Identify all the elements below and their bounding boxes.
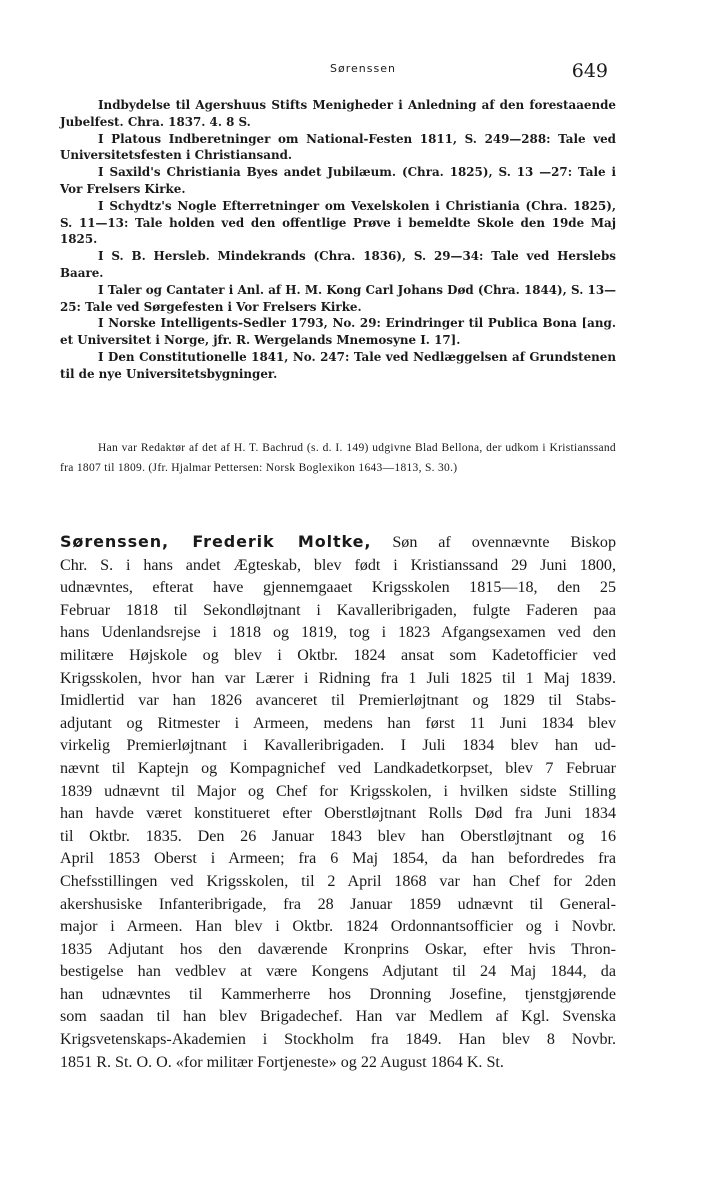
entry-text-line: 1835 Adjutant hos den daværende Kronprins Oskar, efter hvis Thron- bbox=[60, 940, 616, 958]
biography-entry bbox=[60, 531, 616, 1074]
entry-text-line: 1839 udnævnt til Major og Chef for Krigsskolen, i hvilken sidste Stilling bbox=[60, 782, 616, 800]
entry-text-line: Krigsskolen, hvor han var Lærer i Ridning fra 1 Juli 1825 til 1 Maj 1839. bbox=[60, 669, 616, 687]
entry-text-line: hans Udenlandsrejse i 1818 og 1819, tog i 1823 Afgangsexamen ved den bbox=[60, 624, 616, 642]
bibliography-entry: I Schydtz's Nogle Efterretninger om Vexelskolen i Christiania (Chra. 1825), S. 11—13: Tale holden ved den offentlige Prøve i bemeldte Skole den 19de Maj 1825. bbox=[60, 198, 616, 247]
entry-text-line: akershusiske Infanteribrigade, fra 28 Januar 1859 udnævnt til General- bbox=[60, 895, 616, 913]
running-header-title: Sørenssen bbox=[330, 62, 396, 75]
bibliography-entry: I Taler og Cantater i Anl. af H. M. Kong Carl Johans Død (Chra. 1844), S. 13—25: Tale ved Sørgefesten i Vor Frelsers Kirke. bbox=[60, 282, 616, 314]
entry-text-line: nævnt til Kaptejn og Kompagnichef ved Landkadetkorpset, blev 7 Februar bbox=[60, 759, 616, 777]
entry-text-line: virkelig Premierløjtnant i Kavalleribrigaden. I Juli 1834 blev han ud- bbox=[60, 737, 616, 755]
entry-text-line: Februar 1818 til Sekondløjtnant i Kavalleribrigaden, fulgte Faderen paa bbox=[60, 601, 616, 619]
bibliography-list bbox=[60, 97, 616, 383]
bibliography-entry: I Platous Indberetninger om National-Festen 1811, S. 249—288: Tale ved Universitetsfesten i Christiansand. bbox=[60, 131, 616, 163]
entry-text-line: adjutant og Ritmester i Armeen, medens han først 11 Juni 1834 blev bbox=[60, 714, 616, 732]
entry-text-line: Søn af ovennævnte Biskop bbox=[392, 534, 616, 551]
entry-text-line: 1851 R. St. O. O. «for militær Fortjeneste» og 22 August 1864 K. St. bbox=[60, 1053, 504, 1071]
entry-text-line: bestigelse han vedblev at være Kongens Adjutant til 24 Maj 1844, da bbox=[60, 963, 616, 981]
entry-text-line: som saadan til han blev Brigadechef. Han var Medlem af Kgl. Svenska bbox=[60, 1008, 616, 1026]
bibliography-entry: I Norske Intelligents-Sedler 1793, No. 29: Erindringer til Publica Bona [ang. et Universitet i Norge, jfr. R. Wergelands Mnemosyne I. 17]. bbox=[60, 316, 616, 348]
entry-text-line: major i Armeen. Han blev i Oktbr. 1824 Ordonnantsofficier og i Novbr. bbox=[60, 918, 616, 936]
entry-text-line: militære Højskole og blev i Oktbr. 1824 ansat som Kadetofficier ved bbox=[60, 646, 616, 664]
bibliography-entry: Indbydelse til Agershuus Stifts Menigheder i Anledning af den forestaaende Jubelfest. Chra. 1837. 4. 8 S. bbox=[60, 98, 616, 129]
entry-text-line: Krigsvetenskaps-Akademien i Stockholm fra 1849. Han blev 8 Novbr. bbox=[60, 1031, 616, 1049]
bibliography-entry: I S. B. Hersleb. Mindekrands (Chra. 1836), S. 29—34: Tale ved Herslebs Baare. bbox=[60, 249, 616, 280]
entry-text-line: udnævntes, efterat have gjennemgaaet Krigsskolen 1815—18, den 25 bbox=[60, 579, 616, 597]
entry-text-line: til Oktbr. 1835. Den 26 Januar 1843 blev han Oberstløjtnant og 16 bbox=[60, 827, 616, 845]
entry-lemma: Sørenssen, Frederik Moltke, bbox=[60, 532, 372, 551]
bibliography-entry: I Saxild's Christiania Byes andet Jubilæum. (Chra. 1825), S. 13 —27: Tale i Vor Frelsers Kirke. bbox=[60, 165, 616, 196]
page-number: 649 bbox=[571, 60, 608, 82]
editorial-note: Han var Redaktør af det af H. T. Bachrud (s. d. I. 149) udgivne Blad Bellona, der udkom i Kristianssand fra 1807 til 1809. (Jfr. Hjalmar Pettersen: Norsk Boglexikon 1643—1813, S. 30.) bbox=[60, 442, 616, 474]
entry-text-line: han havde været konstitueret efter Oberstløjtnant Rolls Død fra Juni 1834 bbox=[60, 805, 616, 823]
entry-text-line: Imidlertid var han 1826 avanceret til Premierløjtnant og 1829 til Stabs- bbox=[60, 692, 616, 710]
bibliography-entry: I Den Constitutionelle 1841, No. 247: Tale ved Nedlæggelsen af Grundstenen til de nye Universitetsbygninger. bbox=[60, 349, 616, 381]
entry-text-line: Chr. S. i hans andet Ægteskab, blev født i Kristianssand 29 Juni 1800, bbox=[60, 556, 616, 574]
entry-text-line: April 1853 Oberst i Armeen; fra 6 Maj 1854, da han befordredes fra bbox=[60, 850, 616, 868]
entry-text-line: han udnævntes til Kammerherre hos Dronning Josefine, tjenstgjørende bbox=[60, 985, 616, 1003]
entry-text-line: Chefsstillingen ved Krigsskolen, til 2 April 1868 var han Chef for 2den bbox=[60, 872, 616, 890]
